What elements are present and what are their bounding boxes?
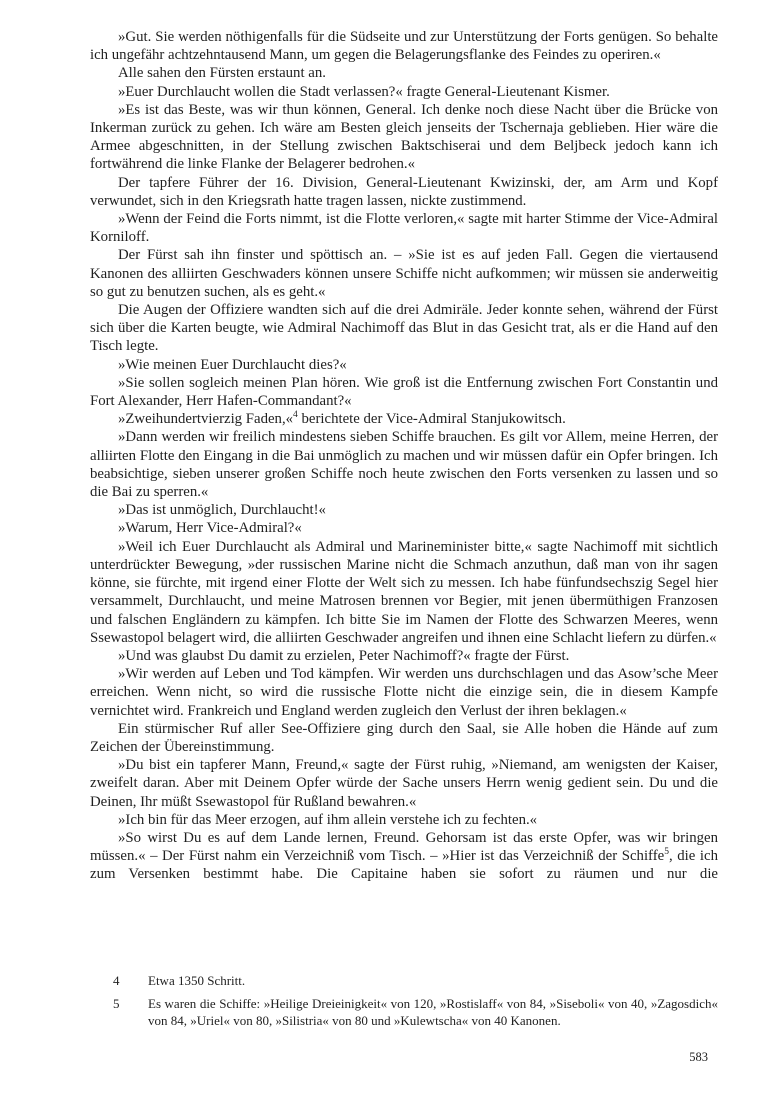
paragraph: Die Augen der Offiziere wandten sich auf die drei Admiräle. Jeder konnte sehen, während der Fürst sich über die Karten beugte, wie Admiral Nachimoff das Blut in das Gesicht trat, als er die Hand auf den Tisch legte. (90, 302, 718, 355)
paragraph: »Dann werden wir freilich mindestens sieben Schiffe brauchen. Es gilt vor Allem, meine Herren, der alliirten Flotte den Eingang in die Bai unmöglich zu machen und wir müssen dafür ein Opfer bringen. Ich beabsichtige, sieben unserer großen Schiffe noch heute zwischen den Forts versenken zu lassen und so die Bai zu sperren.« (90, 429, 718, 501)
paragraph: »Euer Durchlaucht wollen die Stadt verlassen?« fragte General-Lieutenant Kismer. (118, 83, 610, 100)
paragraph (90, 829, 718, 884)
footnote (113, 995, 718, 1030)
paragraph: Alle sahen den Fürsten erstaunt an. (118, 65, 326, 82)
paragraph-text: berichtete der Vice-Admiral Stanjukowitsch. (297, 411, 566, 428)
page-body-text (90, 28, 718, 884)
paragraph-text: , die ich zum Versenken bestimmt habe. Die Capitaine haben sie sofort zu räumen und nur die (90, 848, 718, 883)
paragraph: »Sie sollen sogleich meinen Plan hören. Wie groß ist die Entfernung zwischen Fort Constantin und Fort Alexander, Herr Hafen-Commandant?« (90, 374, 718, 410)
footnote-text: Etwa 1350 Schritt. (148, 973, 246, 988)
paragraph: »Wir werden auf Leben und Tod kämpfen. Wir werden uns durchschlagen und das Asow’sche Meer erreichen. Wenn nicht, so wird die russische Flotte nicht die einzige sein, die in diesem Kampfe vernichtet wird. Frankreich und England werden zugleich den Verlust der ihren beklagen.« (90, 666, 718, 719)
paragraph: »Warum, Herr Vice-Admiral?« (118, 520, 302, 537)
paragraph: »Wie meinen Euer Durchlaucht dies?« (118, 356, 347, 373)
paragraph-text: »Zweihundertvierzig Faden,« (118, 411, 294, 428)
paragraph: »Weil ich Euer Durchlaucht als Admiral und Marineminister bitte,« sagte Nachimoff mit sichtlich unterdrückter Bewegung, »der russischen Marine nicht die Schmach anzuthun, daß man von ihr sagen könne, sie fürchte, mit irgend einer Flotte der Welt sich zu messen. Ich habe fünfundsechszig Segel hier versammelt, Durchlaucht, und meine Matrosen brennen vor Begier, mit jenen übermüthigen Franzosen und falschen Engländern zu kämpfen. Ich bitte Sie im Namen der Flotte des Schwarzen Meeres, wenn Ssewastopol belagert wird, die alliirten Geschwader angreifen und ihnen eine Schlacht liefern zu dürfen.« (90, 538, 718, 646)
footnote-ref-5: 5 (664, 847, 669, 858)
paragraph: »Und was glaubst Du damit zu erzielen, Peter Nachimoff?« fragte der Fürst. (118, 647, 570, 664)
paragraph: Der tapfere Führer der 16. Division, General-Lieutenant Kwizinski, der, am Arm und Kopf verwundet, sich in den Kriegsrath hatte tragen lassen, nickte zustimmend. (90, 174, 718, 209)
paragraph (90, 410, 718, 428)
paragraph-text: »So wirst Du es auf dem Lande lernen, Freund. Gehorsam ist das erste Opfer, was wir bringen müssen.« – Der Fürst nahm ein Verzeichniß vom Tisch. – »Hier ist das Verzeichniß der Schiffe (90, 829, 718, 865)
paragraph: »Du bist ein tapferer Mann, Freund,« sagte der Fürst ruhig, »Niemand, am wenigsten der Kaiser, zweifelt daran. Aber mit Deinem Opfer würde der Sache unsers Herrn wenig gedient sein. Du und die Deinen, Ihr müßt Ssewastopol für Rußland bewahren.« (90, 757, 718, 810)
footnote-text: Es waren die Schiffe: »Heilige Dreieinigkeit« von 120, »Rostislaff« von 84, »Siseboli« von 40, »Zagosdich« von 84, »Uriel« von 80, »Silistria« von 80 und »Kulewtscha« von 40 Kanonen. (148, 995, 718, 1028)
footnote-ref-4: 4 (293, 410, 298, 421)
footnote-number: 5 (113, 995, 120, 1011)
paragraph: Der Fürst sah ihn finster und spöttisch an. – »Sie ist es auf jeden Fall. Gegen die viertausend Kanonen des alliirten Geschwaders können unsere Schiffe nicht aufkommen; wir müssen sie anderweitig so gut zu benutzen suchen, als es geht.« (90, 247, 718, 300)
footnote (113, 972, 718, 990)
paragraph: »Das ist unmöglich, Durchlaucht!« (118, 502, 326, 519)
paragraph: »Ich bin für das Meer erzogen, auf ihm allein verstehe ich zu fechten.« (118, 811, 538, 828)
paragraph: »Gut. Sie werden nöthigenfalls für die Südseite und zur Unterstützung der Forts genügen. So behalte ich ungefähr achtzehntausend Mann, um gegen die Belagerungsflanke des Feindes zu operiren.« (90, 29, 718, 64)
paragraph: Ein stürmischer Ruf aller See-Offiziere ging durch den Saal, sie Alle hoben die Hände auf zum Zeichen der Übereinstimmung. (90, 720, 718, 755)
page-number: 583 (689, 1050, 708, 1064)
footnote-number: 4 (113, 973, 120, 988)
paragraph: »Es ist das Beste, was wir thun können, General. Ich denke noch diese Nacht über die Brücke von Inkerman zurück zu gehen. Ich wäre am Besten gleich jenseits der Tschernaja geblieben. Hier wäre die Armee abgeschnitten, in der Stellung zwischen Baktschiserai und dem Beljbeck jedoch kann ich fortwährend die linke Flanke der Belagerer bedrohen.« (90, 101, 718, 173)
footnotes-section (90, 972, 718, 1035)
paragraph: »Wenn der Feind die Forts nimmt, ist die Flotte verloren,« sagte mit harter Stimme der Vice-Admiral Korniloff. (90, 211, 718, 246)
